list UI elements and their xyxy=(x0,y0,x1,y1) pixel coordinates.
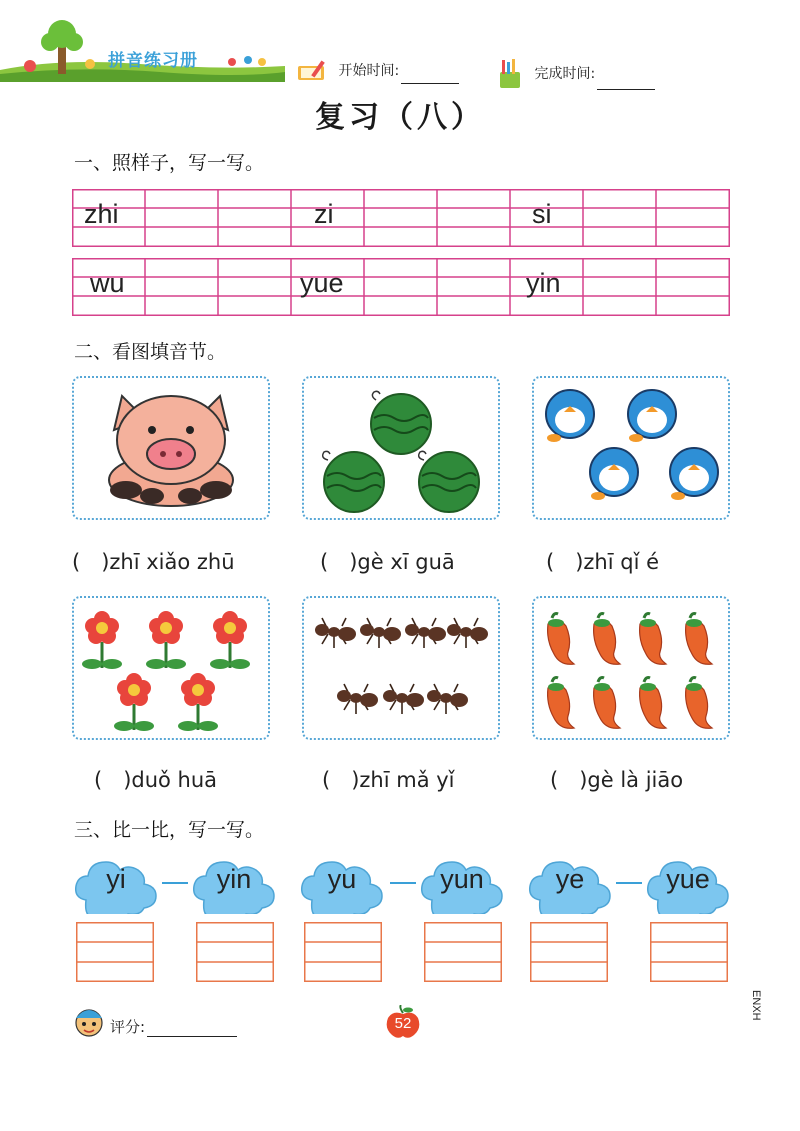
writing-grid[interactable] xyxy=(76,922,154,982)
score-field xyxy=(110,1016,237,1037)
page-number: 52 xyxy=(394,1015,412,1032)
four-line-grid xyxy=(72,258,730,316)
page-title: 复习（八） xyxy=(315,100,485,135)
start-time xyxy=(296,58,459,84)
answer-item-6 xyxy=(550,764,683,794)
example-syllable: yin xyxy=(526,268,561,298)
watermelon-icon xyxy=(304,378,498,518)
syllable-cloud xyxy=(298,852,386,914)
picture-box-watermelons xyxy=(302,376,500,520)
answer-item-2 xyxy=(320,546,455,576)
writing-grid[interactable] xyxy=(424,922,502,982)
pair-dash xyxy=(390,882,416,884)
section2-title: 二、看图填音节。 xyxy=(74,341,227,363)
answer-item-4 xyxy=(94,764,217,794)
flower-icon xyxy=(74,598,268,738)
page-number-badge xyxy=(384,1005,422,1039)
writing-grid[interactable] xyxy=(196,922,274,982)
answer-syllables: zhī mǎ yǐ xyxy=(359,768,455,792)
start-time-blank[interactable] xyxy=(401,70,459,84)
cloud-syllable: yue xyxy=(666,864,710,894)
four-line-grid xyxy=(72,189,730,247)
cloud-syllable: yi xyxy=(106,864,126,894)
answer-syllables: gè xī guā xyxy=(357,550,455,574)
example-syllable: zi xyxy=(314,199,334,229)
brand-title: 拼音练习册 xyxy=(108,51,198,71)
answer-item-1 xyxy=(72,546,235,576)
pencil-cup-icon xyxy=(494,58,528,90)
cartoon-boy-icon xyxy=(70,1004,108,1038)
finish-time-label: 完成时间: xyxy=(534,66,596,82)
cloud-syllable: yin xyxy=(216,864,252,894)
score-blank[interactable] xyxy=(147,1023,237,1037)
notebook-pencil-icon xyxy=(296,58,332,84)
answer-item-5 xyxy=(322,764,455,794)
answer-blank[interactable]: ( ) xyxy=(72,550,110,574)
pinyin-grid-row-1 xyxy=(72,189,730,247)
example-syllable: yue xyxy=(300,268,344,298)
answer-blank[interactable]: ( ) xyxy=(94,768,132,792)
start-time-label: 开始时间: xyxy=(338,63,400,79)
syllable-cloud xyxy=(418,852,506,914)
pinyin-grid-row-2 xyxy=(72,258,730,316)
syllable-cloud xyxy=(526,852,614,914)
answer-syllables: duǒ huā xyxy=(131,768,218,792)
picture-box-ants xyxy=(302,596,500,740)
finish-time-blank[interactable] xyxy=(597,76,655,90)
page-header xyxy=(0,20,800,84)
writing-grid[interactable] xyxy=(650,922,728,982)
picture-box-penguins xyxy=(532,376,730,520)
picture-box-chili-peppers xyxy=(532,596,730,740)
picture-box-flowers xyxy=(72,596,270,740)
section3-title: 三、比一比，写一写。 xyxy=(74,819,265,841)
answer-syllables: zhī xiǎo zhū xyxy=(109,550,235,574)
syllable-cloud xyxy=(72,852,160,914)
cloud-syllable: yu xyxy=(327,864,357,894)
syllable-cloud xyxy=(644,852,732,914)
answer-blank[interactable]: ( ) xyxy=(322,768,360,792)
answer-blank[interactable]: ( ) xyxy=(320,550,358,574)
chili-pepper-icon xyxy=(534,598,728,738)
picture-box-pig xyxy=(72,376,270,520)
answer-blank[interactable]: ( ) xyxy=(546,550,584,574)
writing-grid[interactable] xyxy=(530,922,608,982)
syllable-cloud xyxy=(190,852,278,914)
answer-item-3 xyxy=(546,546,659,576)
example-syllable: si xyxy=(532,199,552,229)
pig-icon xyxy=(74,378,268,518)
answer-syllables: zhī qǐ é xyxy=(583,550,659,574)
answer-syllables: gè là jiāo xyxy=(587,768,684,792)
ant-icon xyxy=(304,598,498,738)
section1-title: 一、照样子，写一写。 xyxy=(74,152,265,174)
finish-time xyxy=(494,58,655,90)
side-code: ENXH xyxy=(750,990,762,1021)
writing-grid[interactable] xyxy=(304,922,382,982)
cloud-syllable: ye xyxy=(555,864,585,894)
example-syllable: zhi xyxy=(84,199,119,229)
score-label: 评分: xyxy=(110,1018,146,1036)
cloud-syllable: yun xyxy=(440,864,484,894)
pair-dash xyxy=(162,882,188,884)
penguin-icon xyxy=(534,378,728,518)
pair-dash xyxy=(616,882,642,884)
answer-blank[interactable]: ( ) xyxy=(550,768,588,792)
example-syllable: wu xyxy=(90,268,125,298)
